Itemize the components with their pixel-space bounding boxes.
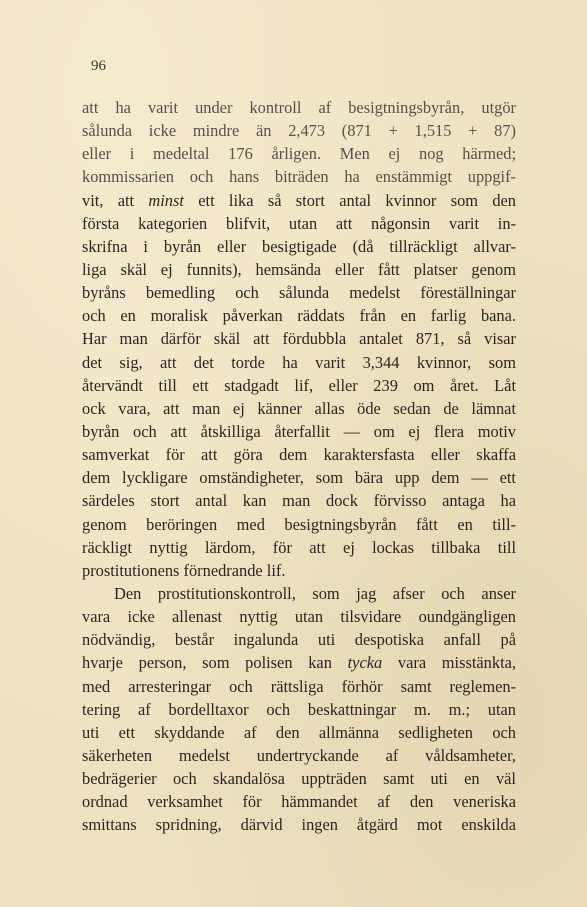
body-text	[82, 96, 516, 837]
text-line: särdeles stort antal kan man dock förvisso antaga ha	[82, 491, 516, 511]
text-line: ordnad verksamhet för hämmandet af den veneriska	[82, 792, 516, 812]
text-line	[82, 189, 516, 212]
text-line: första kategorien blifvit, utan att någonsin varit in-	[82, 213, 516, 233]
text-line: att ha varit under kontroll af besigtningsbyrån, utgör	[82, 98, 516, 117]
emphasized-word: minst	[148, 190, 184, 210]
text-line: säkerheten medelst undertryckande af våldsamheter,	[82, 745, 516, 765]
text-line: sålunda icke mindre än 2,473 (871 + 1,515 + 87)	[82, 121, 516, 141]
text-line: byråns bemedling och sålunda medelst föreställningar	[82, 283, 516, 303]
text-line: återvändt till ett stadgadt lif, eller 239 om året. Låt	[82, 375, 516, 395]
text-line: uti ett skyddande af den allmänna sedligheten och	[82, 722, 516, 742]
text-line	[82, 651, 516, 674]
text-segment: vit, att	[82, 190, 149, 210]
text-line: skrifna i byrån eller besigtigade (då tillräckligt allvar-	[82, 236, 516, 256]
text-segment: hvarje person, som polisen kan	[82, 653, 348, 673]
text-line: byrån och att åtskilliga återfallit — om ej flera motiv	[82, 421, 516, 441]
text-line: med arresteringar och rättsliga förhör samt reglemen-	[82, 676, 516, 696]
page-number: 96	[91, 58, 106, 74]
text-segment: ett lika så stort antal kvinnor som den	[183, 190, 516, 210]
text-line: bedrägerier och skandalösa uppträden samt uti en väl	[82, 769, 516, 789]
text-line: prostitutionens förnedrande lif.	[82, 560, 286, 580]
text-line: och en moralisk påverkan räddats från en farlig bana.	[82, 306, 516, 326]
text-line: genom beröringen med besigtningsbyrån fått en till-	[82, 514, 516, 534]
text-line: ock vara, att man ej känner allas öde sedan de lämnat	[82, 398, 516, 418]
emphasized-word: tycka	[347, 653, 383, 673]
text-line: eller i medeltal 176 årligen. Men ej nog härmed;	[82, 144, 516, 164]
text-line: Den prostitutionskontroll, som jag afser och anser	[114, 583, 516, 603]
text-line: vara icke allenast nyttig utan tilsvidare oundgängligen	[82, 607, 516, 627]
text-line: Har man därför skäl att fördubbla antalet 871, så visar	[82, 329, 516, 349]
text-line: liga skäl ej funnits), hemsända eller fått platser genom	[82, 259, 516, 279]
text-line: tering af bordelltaxor och beskattningar m. m.; utan	[82, 699, 516, 719]
text-line: smittans spridning, därvid ingen åtgärd mot enskilda	[82, 815, 516, 835]
text-line: samverkat för att göra dem karaktersfasta eller skaffa	[82, 445, 516, 465]
text-line: dem lyckligare omständigheter, som bära upp dem — ett	[82, 468, 516, 488]
text-line: kommissarien och hans biträden ha enstämmigt uppgif-	[82, 167, 516, 187]
text-line: räckligt nyttig lärdom, för att ej lockas tillbaka till	[82, 537, 516, 557]
text-line: det sig, att det torde ha varit 3,344 kvinnor, som	[82, 352, 516, 372]
text-line: nödvändig, består ingalunda uti despotiska anfall på	[82, 630, 516, 650]
text-segment: vara misstänkta,	[382, 653, 517, 673]
